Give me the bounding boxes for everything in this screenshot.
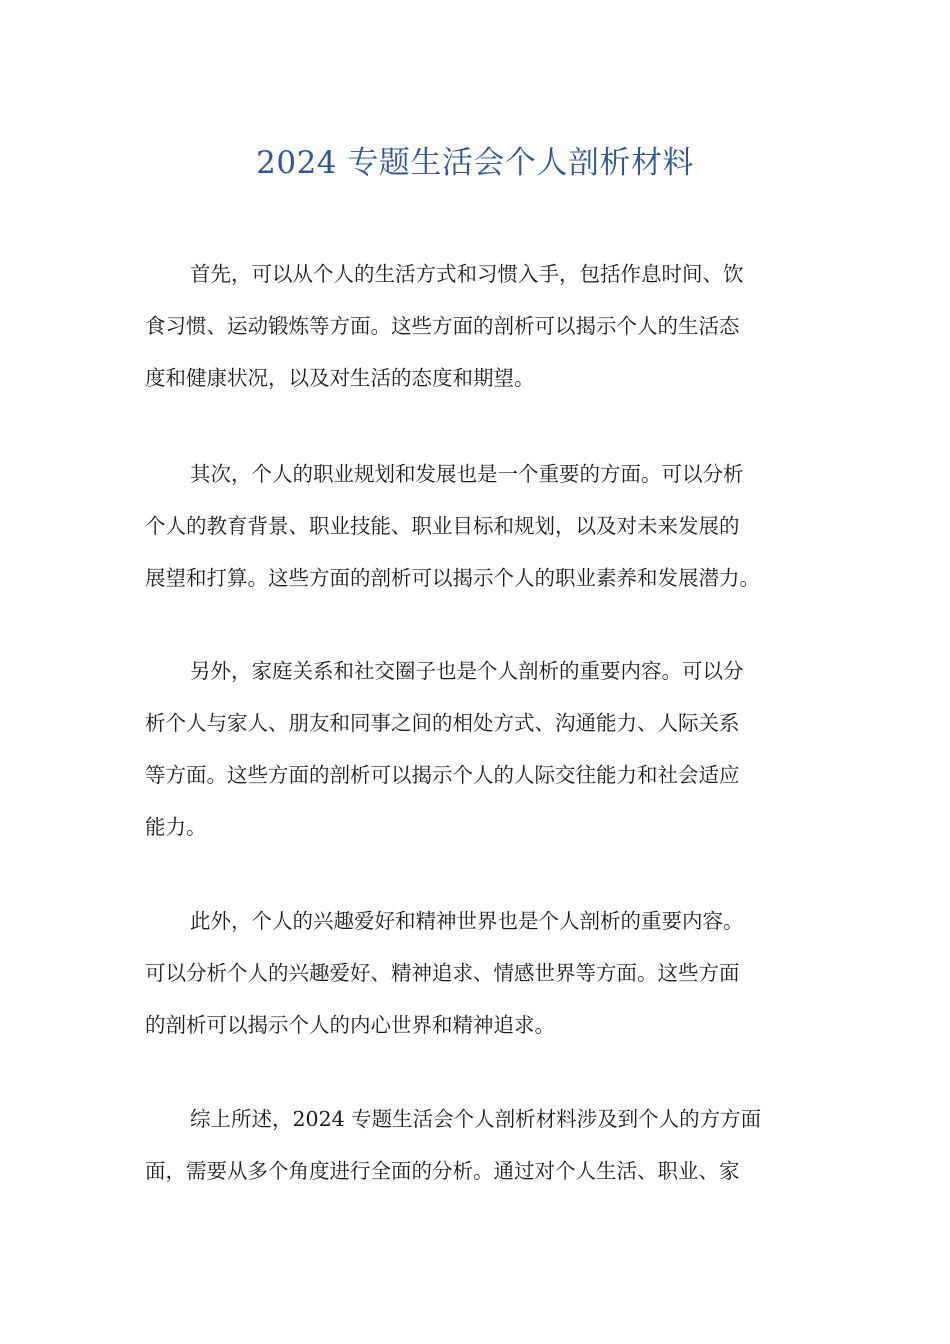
paragraph-relationships	[145, 645, 825, 853]
paragraph-line: 可以分析个人的兴趣爱好、精神追求、情感世界等方面。这些方面	[145, 961, 740, 985]
paragraph-career	[145, 448, 825, 604]
paragraph-interests	[145, 895, 825, 1051]
paragraph-line: 展望和打算。这些方面的剖析可以揭示个人的职业素养和发展潜力。	[145, 566, 760, 590]
paragraph-line: 析个人与家人、朋友和同事之间的相处方式、沟通能力、人际关系	[145, 711, 740, 735]
paragraph-line: 另外，家庭关系和社交圈子也是个人剖析的重要内容。可以分	[190, 659, 744, 683]
document-title: 2024 专题生活会个人剖析材料	[256, 145, 694, 181]
paragraph-summary	[145, 1093, 825, 1197]
paragraph-line: 等方面。这些方面的剖析可以揭示个人的人际交往能力和社会适应	[145, 763, 740, 787]
paragraph-line: 面，需要从多个角度进行全面的分析。通过对个人生活、职业、家	[145, 1159, 740, 1183]
paragraph-line: 食习惯、运动锻炼等方面。这些方面的剖析可以揭示个人的生活态	[145, 314, 740, 338]
paragraph-lifestyle	[145, 248, 825, 404]
paragraph-line: 此外，个人的兴趣爱好和精神世界也是个人剖析的重要内容。	[190, 909, 744, 933]
paragraph-line: 能力。	[145, 815, 207, 839]
paragraph-line: 的剖析可以揭示个人的内心世界和精神追求。	[145, 1013, 555, 1037]
paragraph-line: 综上所述，2024 专题生活会个人剖析材料涉及到个人的方方面	[190, 1107, 762, 1131]
paragraph-line: 其次，个人的职业规划和发展也是一个重要的方面。可以分析	[190, 462, 744, 486]
paragraph-line: 度和健康状况，以及对生活的态度和期望。	[145, 366, 535, 390]
paragraph-line: 首先，可以从个人的生活方式和习惯入手，包括作息时间、饮	[190, 262, 744, 286]
paragraph-line: 个人的教育背景、职业技能、职业目标和规划，以及对未来发展的	[145, 514, 740, 538]
